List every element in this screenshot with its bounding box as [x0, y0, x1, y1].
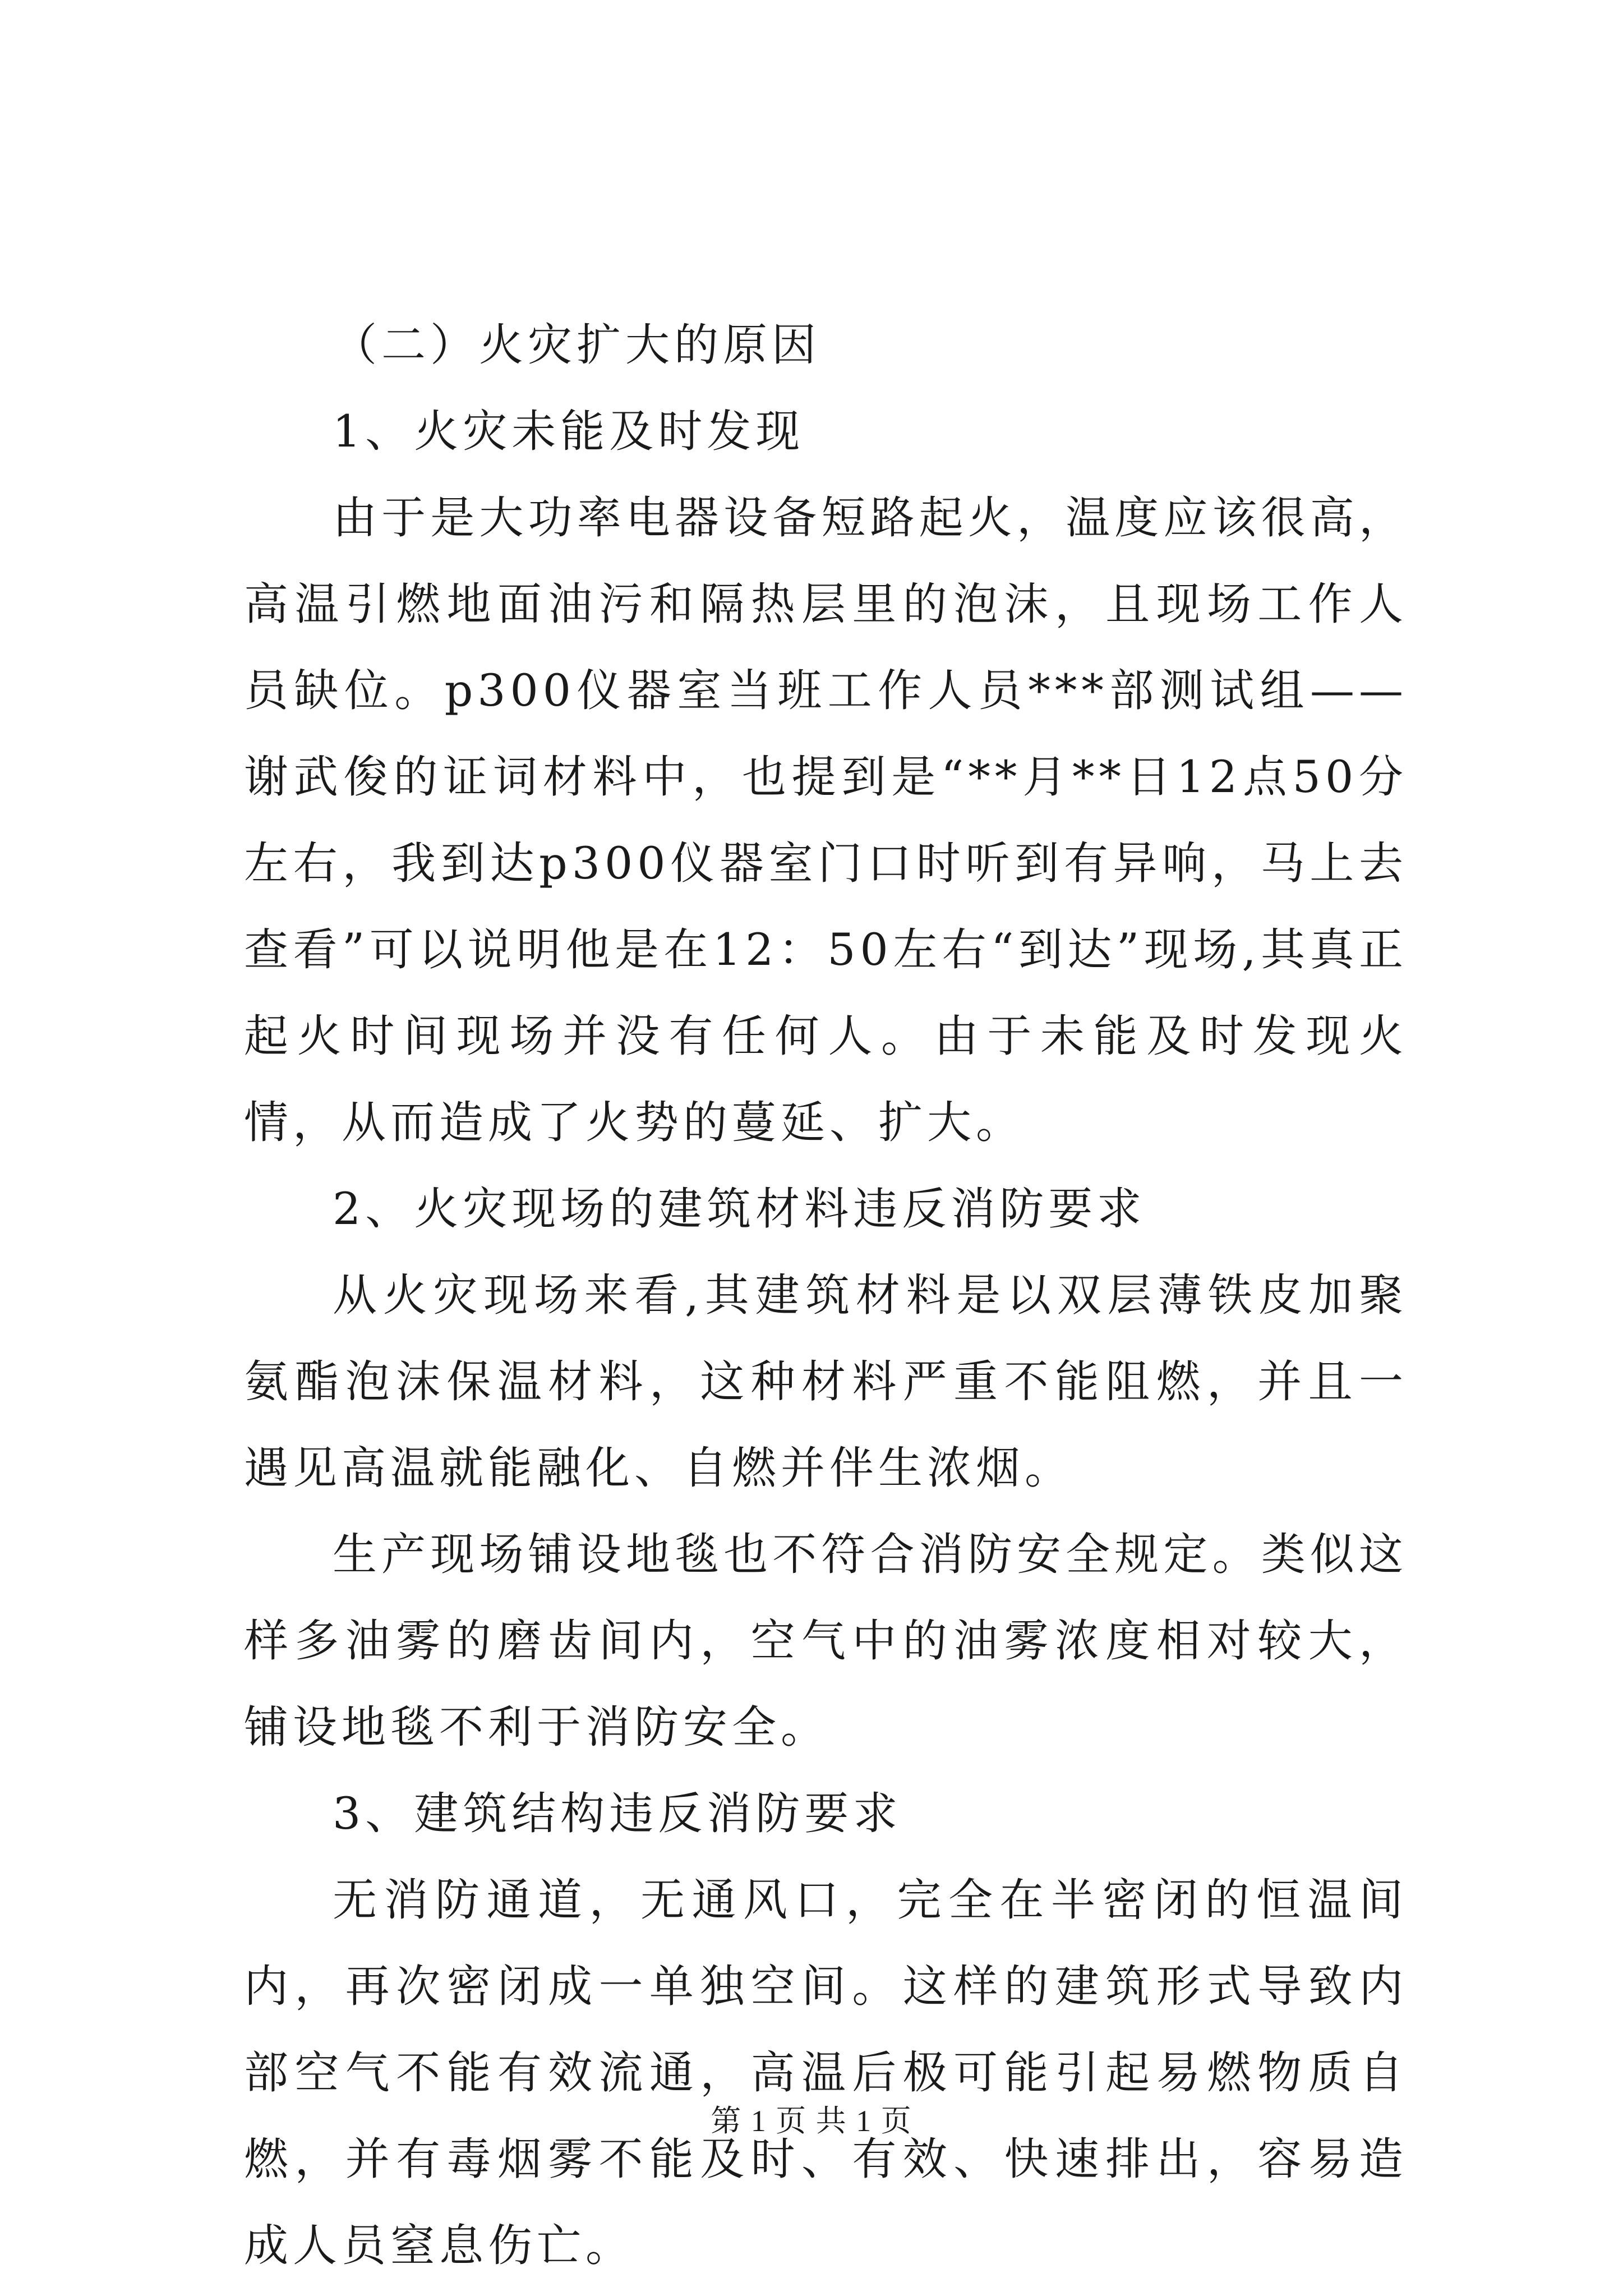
section-heading-fire-spread-causes: （二）火灾扩大的原因 — [333, 319, 820, 371]
paragraph-detection: 由于是大功率电器设备短路起火，温度应该很高，高温引燃地面油污和隔热层里的泡沫，且现场工作人员缺位。p300仪器室当班工作人员***部测试组——谢武俊的证词材料中，也提到是“**月**日12点50分左右，我到达p300仪器室门口时听到有异响，马上去查看”可以说明他是在12：50左右“到达”现场,其真正起火时间现场并没有任何人。由于未能及时发现火情，从而造成了火势的蔓延、扩大。 — [244, 492, 1408, 1148]
subheading-building-structure: 3、建筑结构违反消防要求 — [333, 1788, 902, 1839]
page-number-footer: 第 1 页 共 1 页 — [711, 2104, 912, 2138]
subheading-building-materials: 2、火灾现场的建筑材料违反消防要求 — [333, 1183, 1146, 1235]
paragraph-materials: 从火灾现场来看,其建筑材料是以双层薄铁皮加聚氨酯泡沫保温材料，这种材料严重不能阻燃，并且一遇见高温就能融化、自燃并伴生浓烟。 — [244, 1269, 1408, 1494]
document-body — [244, 302, 1408, 2289]
paragraph-carpet: 生产现场铺设地毯也不符合消防安全规定。类似这样多油雾的磨齿间内，空气中的油雾浓度相对较大，铺设地毯不利于消防安全。 — [244, 1529, 1408, 1753]
subheading-not-detected-in-time: 1、火灾未能及时发现 — [333, 406, 805, 457]
paragraph-structure: 无消防通道，无通风口，完全在半密闭的恒温间内，再次密闭成一单独空间。这样的建筑形式导致内部空气不能有效流通，高温后极可能引起易燃物质自燃，并有毒烟雾不能及时、有效、快速排出，容易造成人员窒息伤亡。 — [244, 1874, 1408, 2271]
